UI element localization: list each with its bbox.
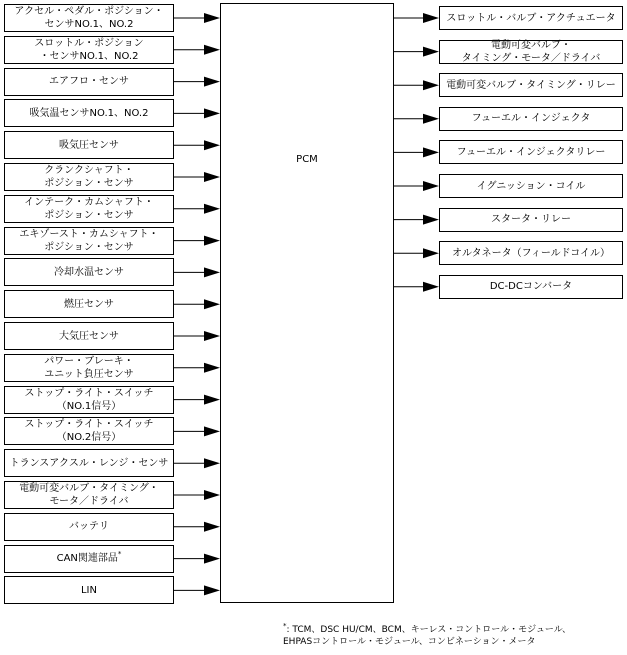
pcm-label: PCM <box>296 154 318 165</box>
input-arrow <box>174 426 220 436</box>
input-box <box>4 163 174 191</box>
output-label: オルタネータ（フィールドコイル） <box>452 247 610 259</box>
input-box <box>4 386 174 414</box>
input-label: アクセル・ペダル・ポジション・ センサNO.1、NO.2 <box>14 6 164 30</box>
input-arrow <box>174 77 220 87</box>
input-label: エアフロ・センサ <box>49 76 129 88</box>
input-label: ストップ・ライト・スイッチ （NO.1信号） <box>24 387 154 412</box>
output-label: スタータ・リレー <box>491 214 571 226</box>
input-arrow <box>174 299 220 309</box>
input-label: 冷却水温センサ <box>54 266 124 278</box>
input-label: 電動可変バルブ・タイミング・ モータ／ドライバ <box>19 483 159 507</box>
input-label: スロットル・ポジション ・センサNO.1、NO.2 <box>34 37 144 62</box>
input-box <box>4 99 174 127</box>
input-box <box>4 36 174 64</box>
output-arrow <box>394 248 439 258</box>
output-box <box>439 140 623 164</box>
footnote-marker: * <box>117 550 122 559</box>
input-box <box>4 227 174 255</box>
output-label: 電動可変バルブ・ タイミング・モータ／ドライバ <box>461 39 601 64</box>
footnote-line-2: EHPASコントロール・モジュール、コンビネーション・メータ <box>283 637 536 647</box>
input-label: トランスアクスル・レンジ・センサ <box>9 457 169 469</box>
footnote-marker: * <box>283 622 287 630</box>
input-label: クランクシャフト・ ポジション・センサ <box>44 165 134 189</box>
input-box <box>4 322 174 350</box>
output-arrow <box>394 114 439 124</box>
input-arrow <box>174 172 220 182</box>
input-label: CAN関連部品 <box>56 553 118 565</box>
output-box <box>439 275 623 299</box>
output-arrow <box>394 181 439 191</box>
input-label: 吸気圧センサ <box>59 139 119 151</box>
input-label: ストップ・ライト・スイッチ （NO.2信号） <box>24 419 154 444</box>
output-arrow <box>394 215 439 225</box>
input-arrow <box>174 395 220 405</box>
output-label: スロットル・バルブ・アクチュエータ <box>446 12 616 24</box>
input-arrow <box>174 108 220 118</box>
input-label: LIN <box>80 584 97 596</box>
input-box <box>4 417 174 445</box>
input-arrow <box>174 13 220 23</box>
input-box <box>4 131 174 159</box>
output-box <box>439 73 623 97</box>
output-label: フューエル・インジェクタ <box>471 113 591 125</box>
input-label: バッテリ <box>69 521 109 533</box>
input-label: パワー・ブレーキ・ ユニット負圧センサ <box>44 355 134 380</box>
input-box <box>4 195 174 223</box>
input-label: 吸気温センサNO.1、NO.2 <box>29 107 149 119</box>
input-box <box>4 290 174 318</box>
input-arrow <box>174 204 220 214</box>
input-label: エキゾースト・カムシャフト・ ポジション・センサ <box>19 228 159 253</box>
input-box <box>4 4 174 32</box>
input-arrow <box>174 267 220 277</box>
input-label: 燃圧センサ <box>64 298 114 310</box>
input-arrow <box>174 490 220 500</box>
input-box <box>4 354 174 382</box>
input-box <box>4 576 174 604</box>
output-box <box>439 208 623 232</box>
input-label: インテーク・カムシャフト・ ポジション・センサ <box>24 196 154 221</box>
input-box <box>4 545 174 573</box>
input-arrow <box>174 554 220 564</box>
output-label: DC-DCコンバータ <box>489 281 573 293</box>
input-box <box>4 258 174 286</box>
output-arrow <box>394 282 439 292</box>
input-arrow <box>174 331 220 341</box>
pcm-block <box>220 3 394 603</box>
input-arrow <box>174 236 220 246</box>
input-box <box>4 449 174 477</box>
input-box <box>4 513 174 541</box>
output-box <box>439 241 623 265</box>
output-box <box>439 40 623 64</box>
input-label: 大気圧センサ <box>59 330 119 342</box>
output-label: フューエル・インジェクタリレー <box>456 146 606 158</box>
output-label: 電動可変バルブ・タイミング・リレー <box>446 79 616 91</box>
output-box <box>439 174 623 198</box>
output-arrow <box>394 47 439 57</box>
input-arrow <box>174 458 220 468</box>
output-label: イグニッション・コイル <box>476 180 586 192</box>
footnote <box>283 624 571 648</box>
input-box <box>4 481 174 509</box>
input-arrow <box>174 363 220 373</box>
input-arrow <box>174 585 220 595</box>
output-arrow <box>394 13 439 23</box>
input-box <box>4 68 174 96</box>
output-arrow <box>394 80 439 90</box>
output-box <box>439 107 623 131</box>
input-arrow <box>174 140 220 150</box>
input-arrow <box>174 45 220 55</box>
output-box <box>439 6 623 30</box>
output-arrow <box>394 147 439 157</box>
input-arrow <box>174 522 220 532</box>
footnote-line-1: : TCM、DSC HU/CM、BCM、キーレス・コントロール・モジュール、 <box>286 625 571 635</box>
